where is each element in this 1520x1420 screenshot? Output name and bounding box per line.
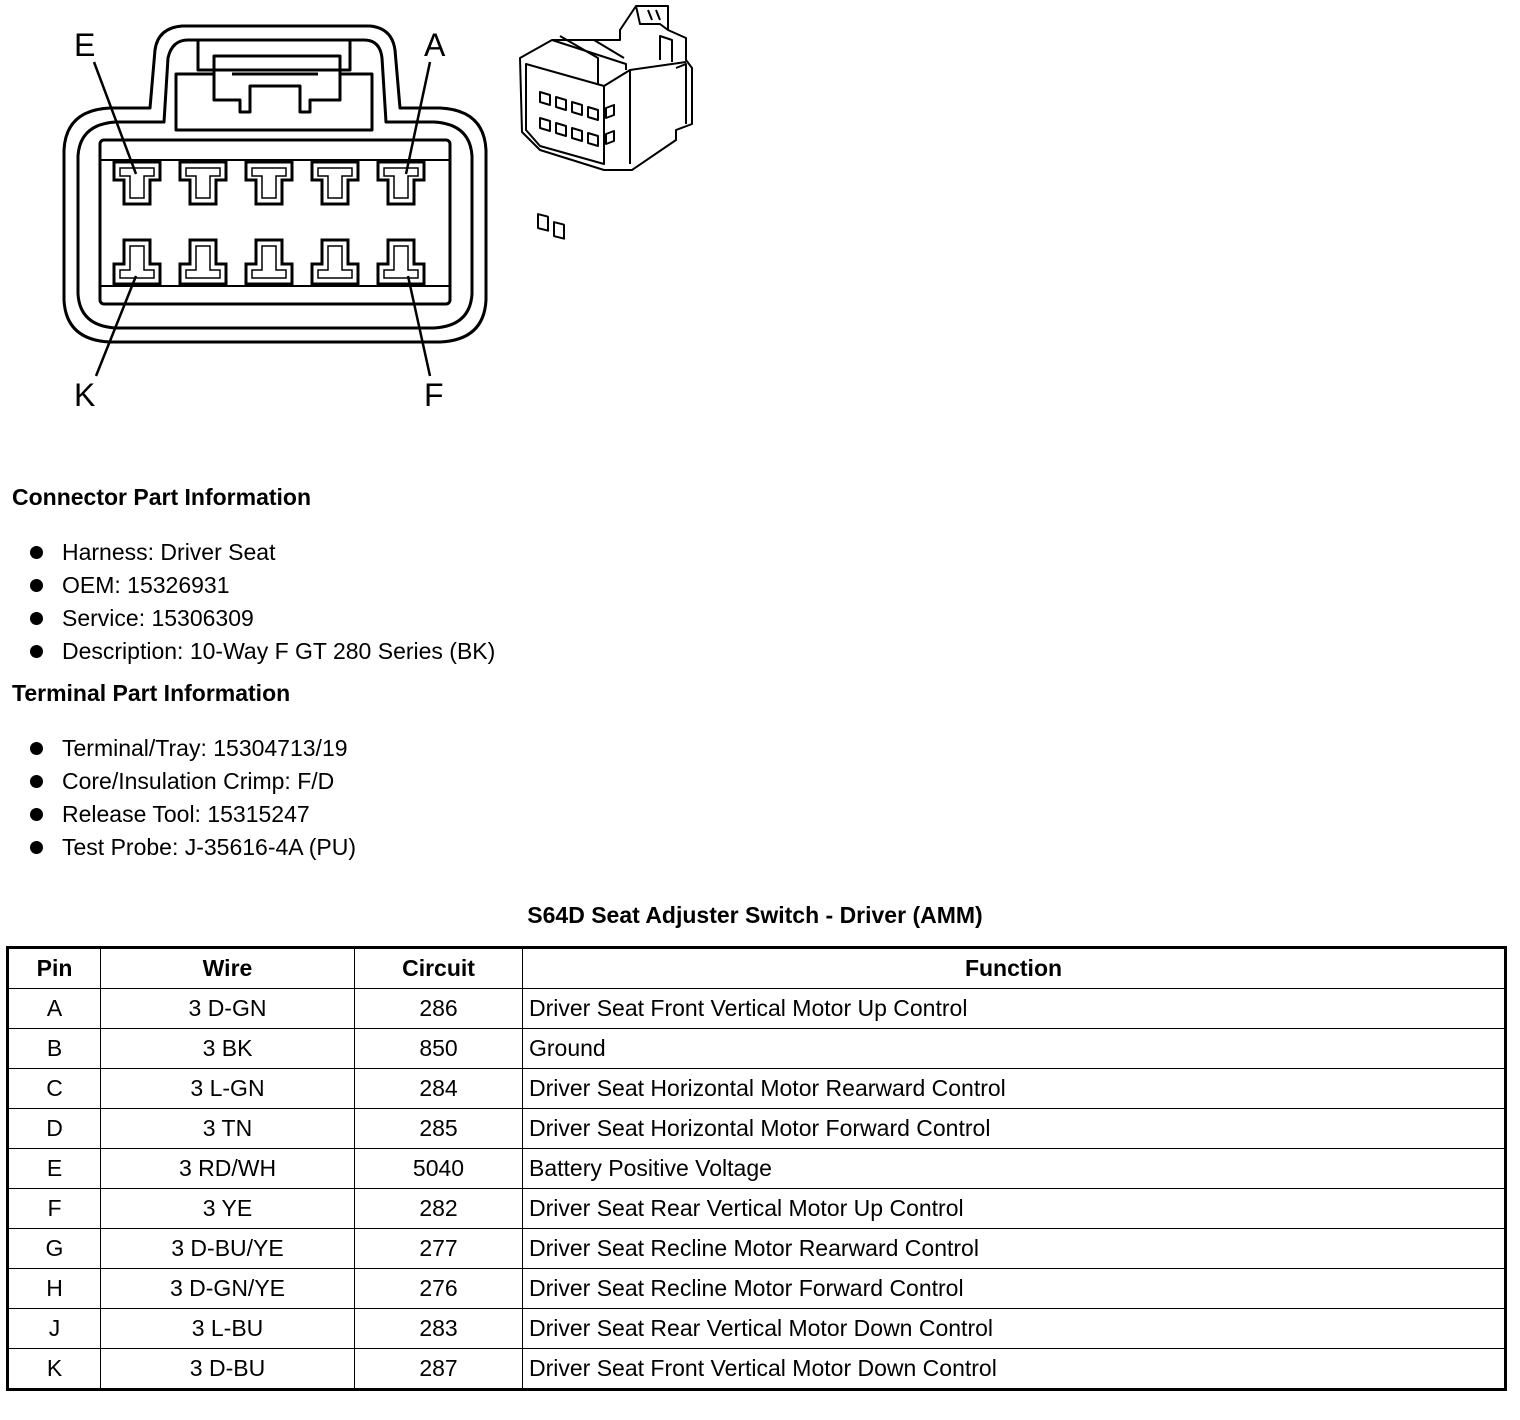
list-item: Harness: Driver Seat — [28, 536, 495, 569]
cell-circuit: 276 — [355, 1269, 523, 1309]
cell-wire: 3 BK — [101, 1029, 355, 1069]
list-item: Core/Insulation Crimp: F/D — [28, 765, 356, 798]
pin-label-k: K — [74, 377, 96, 413]
leader-line-a — [406, 62, 430, 174]
cell-function: Driver Seat Recline Motor Forward Control — [523, 1269, 1506, 1309]
cell-function: Driver Seat Front Vertical Motor Up Control — [523, 989, 1506, 1029]
connector-info-title: Connector Part Information — [12, 484, 312, 510]
header-circuit: Circuit — [355, 948, 523, 989]
cell-circuit: 287 — [355, 1349, 523, 1390]
pin-label-a: A — [424, 27, 446, 63]
cell-wire: 3 L-GN — [101, 1069, 355, 1109]
table-row — [8, 1349, 1506, 1390]
cell-pin: C — [8, 1069, 101, 1109]
cell-pin: J — [8, 1309, 101, 1349]
connector-isometric-illustration — [520, 6, 692, 239]
cell-wire: 3 D-GN — [101, 989, 355, 1029]
cell-wire: 3 L-BU — [101, 1309, 355, 1349]
cell-circuit: 850 — [355, 1029, 523, 1069]
connector-info-list — [28, 536, 495, 668]
table-title: S64D Seat Adjuster Switch - Driver (AMM) — [527, 902, 983, 928]
bullet-icon — [30, 775, 43, 788]
table-row — [8, 1069, 1506, 1109]
header-function: Function — [523, 948, 1506, 989]
cell-function: Driver Seat Horizontal Motor Rearward Control — [523, 1069, 1506, 1109]
pin-label-f: F — [424, 377, 444, 413]
terminal-info-list — [28, 732, 356, 864]
list-item: Test Probe: J-35616-4A (PU) — [28, 831, 356, 864]
cell-function: Driver Seat Front Vertical Motor Down Control — [523, 1349, 1506, 1390]
list-item: Description: 10-Way F GT 280 Series (BK) — [28, 635, 495, 668]
cell-pin: G — [8, 1229, 101, 1269]
cell-wire: 3 D-GN/YE — [101, 1269, 355, 1309]
cell-function: Driver Seat Recline Motor Rearward Control — [523, 1229, 1506, 1269]
cell-pin: B — [8, 1029, 101, 1069]
bullet-icon — [30, 579, 43, 592]
cell-pin: F — [8, 1189, 101, 1229]
table-header-row — [8, 948, 1506, 989]
cell-circuit: 5040 — [355, 1149, 523, 1189]
cell-pin: H — [8, 1269, 101, 1309]
bullet-icon — [30, 645, 43, 658]
cell-wire: 3 RD/WH — [101, 1149, 355, 1189]
connector-face-diagram — [0, 0, 720, 440]
leader-line-f — [408, 276, 430, 376]
cavity-field — [100, 140, 450, 304]
bullet-icon — [30, 742, 43, 755]
cell-circuit: 283 — [355, 1309, 523, 1349]
cell-pin: A — [8, 989, 101, 1029]
pin-label-e: E — [74, 27, 96, 63]
list-item: Terminal/Tray: 15304713/19 — [28, 732, 356, 765]
cell-wire: 3 YE — [101, 1189, 355, 1229]
table-row — [8, 989, 1506, 1029]
cell-wire: 3 D-BU — [101, 1349, 355, 1390]
cell-circuit: 277 — [355, 1229, 523, 1269]
bullet-icon — [30, 808, 43, 821]
bullet-icon — [30, 841, 43, 854]
table-body — [8, 989, 1506, 1390]
cell-wire: 3 D-BU/YE — [101, 1229, 355, 1269]
cell-function: Driver Seat Rear Vertical Motor Up Control — [523, 1189, 1506, 1229]
cell-circuit: 285 — [355, 1109, 523, 1149]
table-row — [8, 1109, 1506, 1149]
table-row — [8, 1269, 1506, 1309]
latch-body — [176, 56, 372, 130]
cell-pin: K — [8, 1349, 101, 1390]
terminal-info-title: Terminal Part Information — [12, 680, 291, 706]
table-row — [8, 1149, 1506, 1189]
cell-wire: 3 TN — [101, 1109, 355, 1149]
pinout-table — [6, 946, 1507, 1391]
table-row — [8, 1029, 1506, 1069]
cell-circuit: 286 — [355, 989, 523, 1029]
cell-function: Driver Seat Horizontal Motor Forward Control — [523, 1109, 1506, 1149]
cell-function: Ground — [523, 1029, 1506, 1069]
bullet-icon — [30, 546, 43, 559]
cell-function: Battery Positive Voltage — [523, 1149, 1506, 1189]
header-wire: Wire — [101, 948, 355, 989]
cell-circuit: 284 — [355, 1069, 523, 1109]
cell-circuit: 282 — [355, 1189, 523, 1229]
table-row — [8, 1189, 1506, 1229]
cell-pin: E — [8, 1149, 101, 1189]
list-item: OEM: 15326931 — [28, 569, 495, 602]
list-item: Release Tool: 15315247 — [28, 798, 356, 831]
table-row — [8, 1229, 1506, 1269]
header-pin: Pin — [8, 948, 101, 989]
bullet-icon — [30, 612, 43, 625]
list-item: Service: 15306309 — [28, 602, 495, 635]
cell-function: Driver Seat Rear Vertical Motor Down Control — [523, 1309, 1506, 1349]
table-row — [8, 1309, 1506, 1349]
latch-inner — [214, 74, 340, 112]
cell-pin: D — [8, 1109, 101, 1149]
